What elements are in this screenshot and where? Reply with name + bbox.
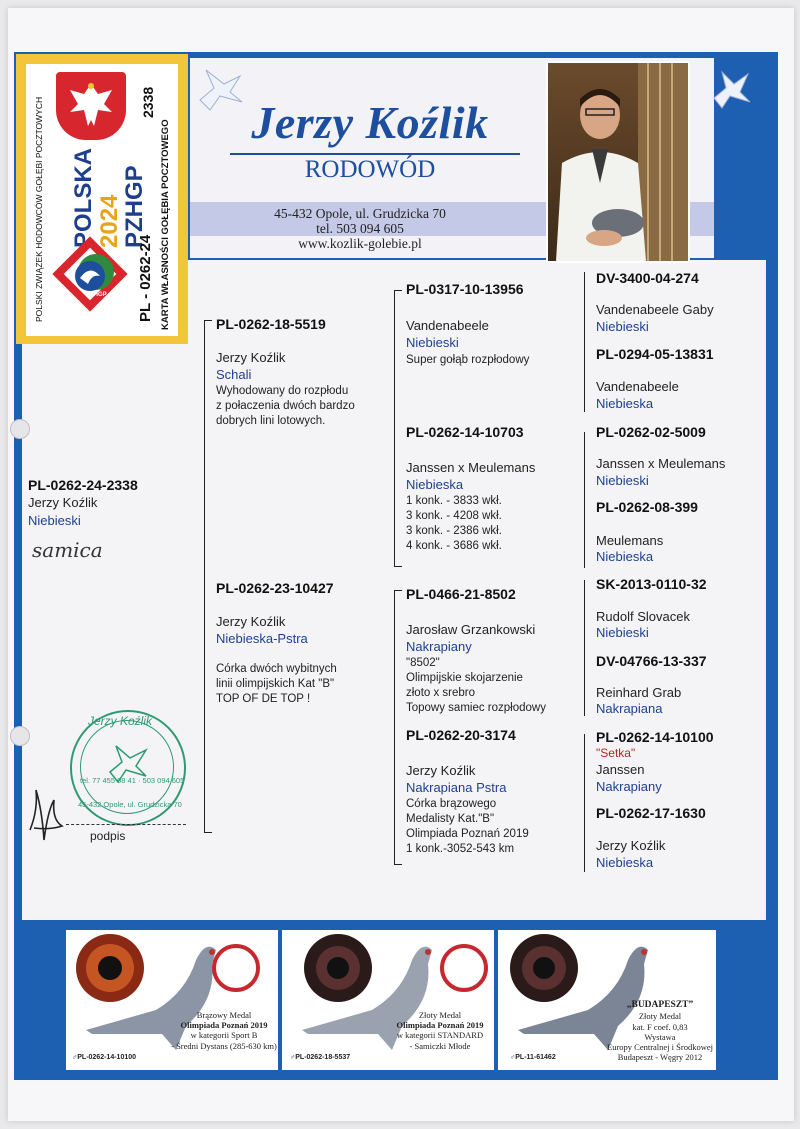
card-org: PZHGP <box>121 165 148 248</box>
header-address: 45-432 Opole, ul. Grudzicka 70 <box>274 206 446 221</box>
dam-note: linii olimpijskich Kat "B" <box>216 678 335 690</box>
ggp-breeder: Janssen x Meulemans <box>596 456 726 471</box>
bracket-tick <box>394 590 402 591</box>
grandparent-color: Nakrapiany <box>406 639 472 654</box>
ggp-color: Nakrapiany <box>596 779 662 794</box>
grandparent-note: 1 konk. - 3833 wkł. <box>406 495 502 507</box>
bracket-dam-parents <box>394 590 395 864</box>
medal-line: w kategorii STANDARD <box>396 1030 484 1041</box>
breeder-photo <box>546 61 690 263</box>
medal-line: - Średni Dystans (285-630 km) <box>171 1040 277 1051</box>
grandparent-ring: PL-0466-21-8502 <box>406 586 516 602</box>
breeder-title: Jerzy Koźlik <box>251 97 489 148</box>
bracket-tick <box>204 832 212 833</box>
sire-color: Schali <box>216 367 252 382</box>
medal-line: kat. F coef. 0,83 <box>632 1021 688 1032</box>
ggp-color: Niebieski <box>596 473 649 488</box>
medal-panel <box>282 930 494 1070</box>
title-underline <box>230 153 520 155</box>
medal-line: „BUDAPESZT” <box>626 1000 694 1010</box>
dam-breeder: Jerzy Koźlik <box>216 614 286 629</box>
card-year: 2024 <box>96 194 123 248</box>
association-name: POLSKI ZWIĄZEK HODOWCÓW GOŁĘBI POCZTOWYCH <box>34 96 44 322</box>
bracket-tick <box>394 290 402 291</box>
medal-line: Olimpiada Poznań 2019 <box>396 1020 484 1031</box>
grandparent-ring: PL-0262-20-3174 <box>406 727 516 743</box>
ggp-ring: DV-3400-04-274 <box>596 270 699 286</box>
sire-note: dobrych lini lotowych. <box>216 415 326 427</box>
medal-panel <box>498 930 716 1070</box>
sire-note: Wyhodowany do rozpłodu <box>216 385 349 397</box>
grandparent-note: Córka brązowego <box>406 798 497 810</box>
medal-line: Budapeszt - Węgry 2012 <box>617 1052 703 1063</box>
grandparent-note: Topowy samiec rozpłodowy <box>406 702 546 714</box>
subject-ring: PL-0262-24-2338 <box>28 477 138 493</box>
grandparent-color: Niebieska <box>406 477 464 492</box>
grandparent-note: 3 konk. - 2386 wkł. <box>406 525 502 537</box>
ggp-breeder: Vandenabeele Gaby <box>596 302 714 317</box>
medal-ring: ♂PL-0262-14-10100 <box>72 1054 137 1061</box>
medal-ring: ♂PL-0262-18-5537 <box>290 1054 351 1061</box>
grandparent-note: 4 konk. - 3686 wkł. <box>406 540 502 552</box>
pzhgp-logo-icon <box>50 234 130 314</box>
subject-breeder: Jerzy Koźlik <box>28 495 98 510</box>
dam-color: Niebieska-Pstra <box>216 631 308 646</box>
ggp-breeder: Janssen <box>596 762 645 777</box>
ggp-ring: DV-04766-13-337 <box>596 653 707 669</box>
bracket-tick <box>204 320 212 321</box>
signature <box>24 770 74 850</box>
ggp-breeder: Reinhard Grab <box>596 685 682 700</box>
bracket-ggp <box>584 432 585 568</box>
ggp-breeder: Jerzy Koźlik <box>596 838 666 853</box>
grandparent-breeder: Jarosław Grzankowski <box>406 622 536 637</box>
pzhgp-logo-text: PZHGP <box>86 292 107 298</box>
subject-color: Niebieski <box>28 513 81 528</box>
card-ring-number: 2338 <box>140 86 156 118</box>
subject-sex-handwritten: samica <box>32 538 103 562</box>
ggp-color: Niebieski <box>596 625 649 640</box>
ggp-ring: SK-2013-0110-32 <box>596 576 707 592</box>
grandparent-note: 3 konk. - 4208 wkł. <box>406 510 502 522</box>
bracket-ggp <box>584 272 585 412</box>
stamp-name: Jerzy Koźlik <box>88 714 153 728</box>
ggp-color: Niebieska <box>596 549 654 564</box>
bracket-tick <box>394 864 402 865</box>
medal-line: Wystawa <box>644 1031 676 1042</box>
dam-note: Córka dwóch wybitnych <box>216 663 337 675</box>
ggp-nickname: "Setka" <box>596 746 636 760</box>
grandparent-ring: PL-0262-14-10703 <box>406 424 524 440</box>
dove-icon <box>710 68 752 112</box>
grandparent-note: Olimpijskie skojarzenie <box>406 672 523 684</box>
medal-line: Europy Centralnej i Środkowej <box>607 1041 713 1052</box>
sire-ring: PL-0262-18-5519 <box>216 316 326 332</box>
grandparent-breeder: Jerzy Koźlik <box>406 763 476 778</box>
ggp-ring: PL-0294-05-13831 <box>596 346 714 362</box>
bracket-ggp <box>584 580 585 716</box>
ggp-ring: PL-0262-14-10100 <box>596 729 714 745</box>
bracket-ggp <box>584 734 585 872</box>
grandparent-breeder: Vandenabeele <box>406 318 489 333</box>
grandparent-note: Super gołąb rozpłodowy <box>406 354 530 366</box>
header-website: www.kozlik-golebie.pl <box>298 236 422 251</box>
ggp-breeder: Rudolf Slovacek <box>596 609 690 624</box>
grandparent-breeder: Janssen x Meulemans <box>406 460 536 475</box>
signature-label: podpis <box>90 829 126 843</box>
medal-line: - Samiczki Młode <box>409 1040 471 1051</box>
bracket-sire-parents <box>394 290 395 566</box>
ggp-breeder: Meulemans <box>596 533 664 548</box>
card-title: KARTA WŁASNOŚCI GOŁĘBIA POCZTOWEGO <box>160 119 171 330</box>
stamp-address: 45-432 Opole, ul. Grudzicka 70 <box>78 800 182 809</box>
ggp-color: Nakrapiana <box>596 701 663 716</box>
card-country: POLSKA <box>70 147 97 248</box>
sire-note: z połaczenia dwóch bardzo <box>216 400 355 412</box>
ggp-breeder: Vandenabeele <box>596 379 679 394</box>
grandparent-note: 1 konk.-3052-543 km <box>406 843 515 855</box>
eagle-emblem-icon <box>56 72 126 140</box>
binder-hole <box>10 726 30 746</box>
ggp-ring: PL-0262-08-399 <box>596 499 698 515</box>
dam-ring: PL-0262-23-10427 <box>216 580 334 596</box>
stamp-phones: tel. 77 455 08 41 · 503 094 605 <box>80 776 185 785</box>
medal-line: Brązowy Medal <box>196 1010 252 1020</box>
medal-line: Olimpiada Poznań 2019 <box>180 1020 268 1031</box>
grandparent-note: "8502" <box>406 657 440 669</box>
medal-line: w kategorii Sport B <box>190 1030 258 1041</box>
grandparent-ring: PL-0317-10-13956 <box>406 281 524 297</box>
dam-note: TOP OF DE TOP ! <box>216 693 311 705</box>
grandparent-note: złoto x srebro <box>406 687 476 699</box>
binder-hole <box>10 419 30 439</box>
grandparent-color: Niebieski <box>406 335 459 350</box>
bracket-tick <box>394 566 402 567</box>
card-ring-prefix: PL - 0262-24 <box>137 234 154 322</box>
ggp-color: Niebieska <box>596 855 654 870</box>
medal-ring: ♂PL-11-61462 <box>510 1054 556 1061</box>
ggp-ring: PL-0262-02-5009 <box>596 424 706 440</box>
medal-panel <box>66 930 278 1070</box>
ggp-color: Niebieska <box>596 396 654 411</box>
sire-breeder: Jerzy Koźlik <box>216 350 286 365</box>
medal-line: Złoty Medal <box>418 1010 462 1020</box>
grandparent-note: Medalisty Kat."B" <box>406 813 495 825</box>
signature-line <box>66 824 186 825</box>
ggp-color: Niebieski <box>596 319 649 334</box>
grandparent-note: Olimpiada Poznań 2019 <box>406 828 529 840</box>
ggp-ring: PL-0262-17-1630 <box>596 805 706 821</box>
document-subtitle: RODOWÓD <box>304 156 436 183</box>
bracket-parents <box>204 320 205 832</box>
medal-line: Złoty Medal <box>638 1011 682 1022</box>
grandparent-color: Nakrapiana Pstra <box>406 780 507 795</box>
header-phone: tel. 503 094 605 <box>316 221 404 236</box>
